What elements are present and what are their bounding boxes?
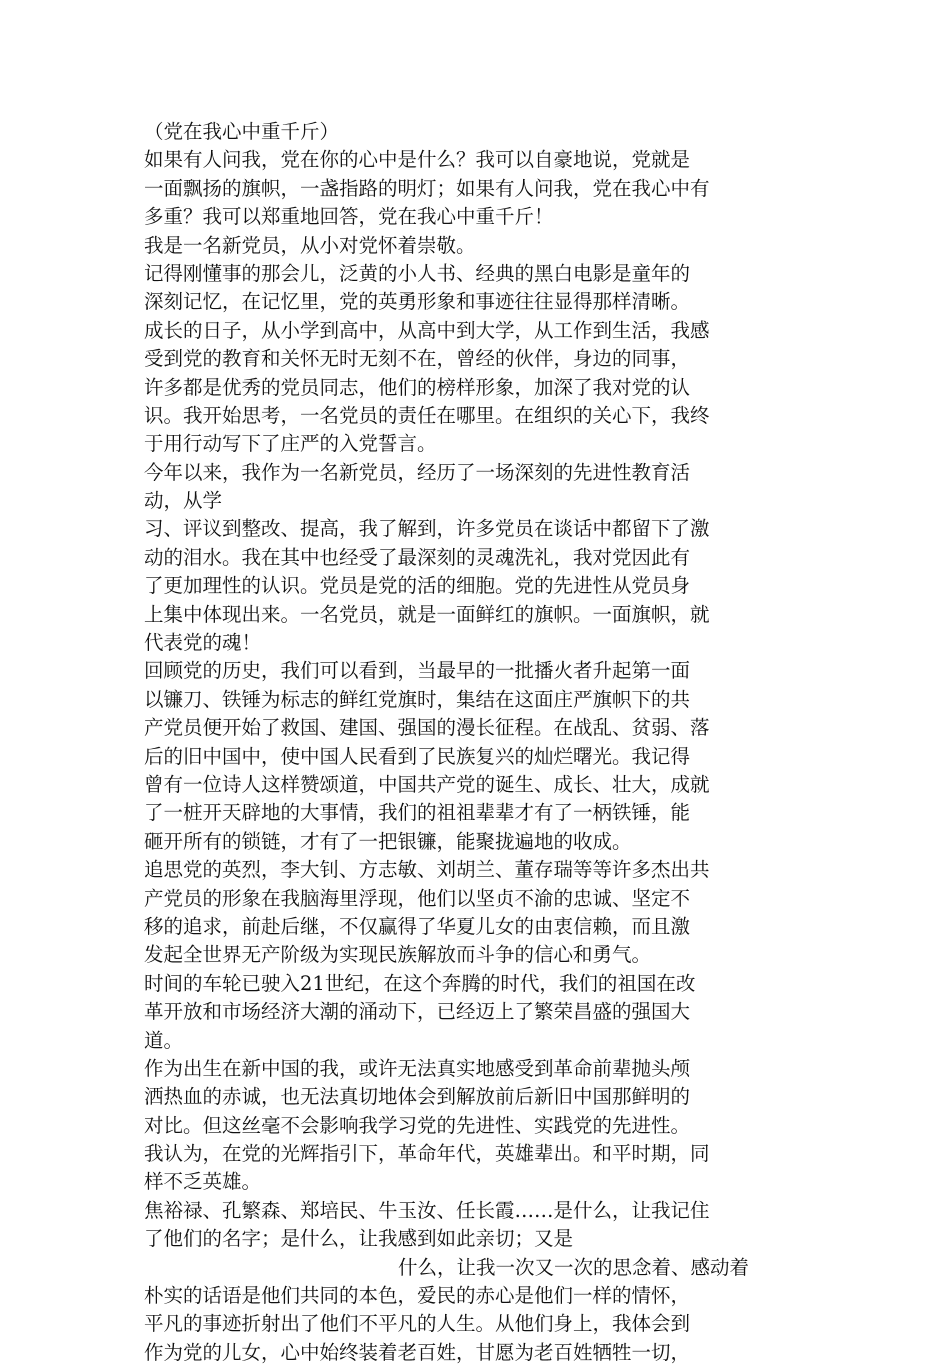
text-line: 砸开所有的锁链，才有了一把银镰，能聚拢遍地的收成。 (144, 829, 632, 853)
text-line: 习、评议到整改、提高，我了解到，许多党员在谈话中都留下了激 (144, 517, 710, 541)
text-line: 发起全世界无产阶级为实现民族解放而斗争的信心和勇气。 (144, 943, 652, 967)
text-line: 焦裕禄、孔繁森、郑培民、牛玉汝、任长霞……是什么，让我记住 (144, 1198, 710, 1222)
text-line: 成长的日子，从小学到高中，从高中到大学，从工作到生活，我感 (144, 318, 710, 342)
text-line: 追思党的英烈，李大钊、方志敏、刘胡兰、董存瑞等等许多杰出共 (144, 858, 710, 882)
text-line: 一面飘扬的旗帜，一盏指路的明灯；如果有人问我，党在我心中有 (144, 176, 710, 200)
text-line: 以镰刀、铁锤为标志的鲜红党旗时，集结在这面庄严旗帜下的共 (144, 687, 691, 711)
text-line: 识。我开始思考，一名党员的责任在哪里。在组织的关心下，我终 (144, 403, 710, 427)
title-line: （党在我心中重千斤） (144, 120, 340, 143)
text-line: 动，从学 (144, 489, 223, 513)
text-line: 深刻记忆，在记忆里，党的英勇形象和事迹往往显得那样清晰。 (144, 290, 691, 314)
text-line: 移的追求，前赴后继，不仅赢得了华夏儿女的由衷信赖，而且激 (144, 914, 691, 938)
text-line: 记得刚懂事的那会儿，泛黄的小人书、经典的黑白电影是童年的 (144, 261, 691, 285)
text-line: 产党员的形象在我脑海里浮现，他们以坚贞不渝的忠诚、坚定不 (144, 886, 691, 910)
text-line: 我认为，在党的光辉指引下，革命年代，英雄辈出。和平时期，同 (144, 1142, 710, 1166)
text-line: 我是一名新党员，从小对党怀着崇敬。 (144, 233, 476, 257)
text-line: 受到党的教育和关怀无时无刻不在，曾经的伙伴，身边的同事， (144, 347, 691, 371)
text-line: 曾有一位诗人这样赞颂道，中国共产党的诞生、成长、壮大，成就 (144, 772, 710, 796)
text-line: 许多都是优秀的党员同志，他们的榜样形象，加深了我对党的认 (144, 375, 691, 399)
text-line: 回顾党的历史，我们可以看到，当最早的一批播火者升起第一面 (144, 659, 691, 683)
text-line: 动的泪水。我在其中也经受了最深刻的灵魂洗礼，我对党因此有 (144, 545, 691, 569)
text-line: 代表党的魂！ (144, 631, 262, 655)
text-line: 今年以来，我作为一名新党员，经历了一场深刻的先进性教育活 (144, 460, 691, 484)
text-line: 对比。但这丝毫不会影响我学习党的先进性、实践党的先进性。 (144, 1113, 691, 1137)
text-line: 时间的车轮已驶入21世纪，在这个奔腾的时代，我们的祖国在改 (144, 971, 696, 995)
text-line: 后的旧中国中，使中国人民看到了民族复兴的灿烂曙光。我记得 (144, 744, 691, 768)
text-line: 洒热血的赤诚，也无法真切地体会到解放前后新旧中国那鲜明的 (144, 1085, 691, 1109)
text-line: 多重？我可以郑重地回答，党在我心中重千斤！ (144, 205, 554, 229)
indented-text-line: 什么，让我一次又一次的思念着、感动着 (398, 1255, 750, 1279)
text-line: 革开放和市场经济大潮的涌动下，已经迈上了繁荣昌盛的强国大 (144, 1000, 691, 1024)
text-line: 了一桩开天辟地的大事情，我们的祖祖辈辈才有了一柄铁锤，能 (144, 801, 691, 825)
text-line: 作为出生在新中国的我，或许无法真实地感受到革命前辈抛头颅 (144, 1056, 691, 1080)
text-line: 道。 (144, 1028, 184, 1052)
text-line: 平凡的事迹折射出了他们不平凡的人生。从他们身上，我体会到 (144, 1312, 691, 1336)
text-line: 了他们的名字；是什么，让我感到如此亲切；又是 (144, 1227, 574, 1251)
text-line: 朴实的话语是他们共同的本色，爱民的赤心是他们一样的情怀， (144, 1284, 691, 1308)
text-line: 上集中体现出来。一名党员，就是一面鲜红的旗帜。一面旗帜，就 (144, 602, 710, 626)
text-line: 样不乏英雄。 (144, 1170, 262, 1194)
text-line: 于用行动写下了庄严的入党誓言。 (144, 432, 437, 456)
text-line: 作为党的儿女，心中始终装着老百姓，甘愿为老百姓牺牲一切， (144, 1340, 691, 1364)
document-body (144, 118, 814, 1367)
text-line: 产党员便开始了救国、建国、强国的漫长征程。在战乱、贫弱、落 (144, 716, 710, 740)
text-line: 如果有人问我，党在你的心中是什么？我可以自豪地说，党就是 (144, 148, 691, 172)
text-line: 了更加理性的认识。党员是党的活的细胞。党的先进性从党员身 (144, 574, 691, 598)
